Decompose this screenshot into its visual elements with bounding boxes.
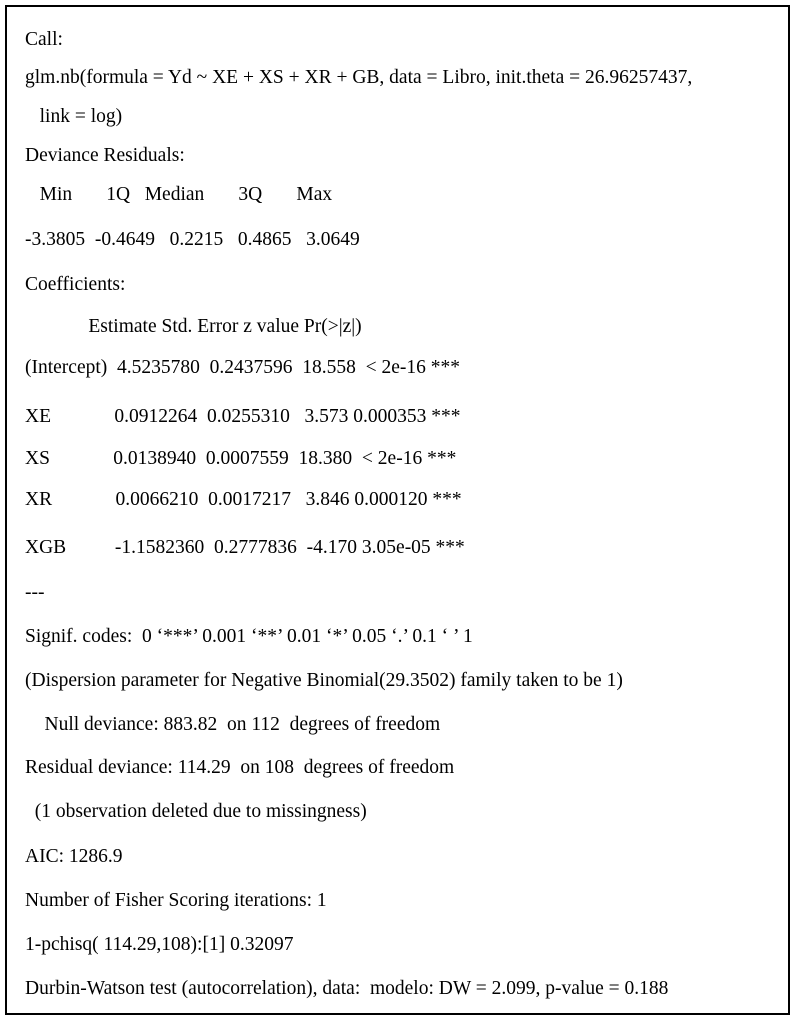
fisher-scoring-iterations: Number of Fisher Scoring iterations: 1: [25, 890, 327, 911]
call-formula: glm.nb(formula = Yd ~ XE + XS + XR + GB, data = Libro, init.theta = 26.96257437,: [25, 67, 693, 88]
dispersion-parameter: (Dispersion parameter for Negative Binomial(29.3502) family taken to be 1): [25, 670, 623, 691]
deviance-residuals-values: -3.3805 -0.4649 0.2215 0.4865 3.0649: [25, 229, 360, 250]
coefficient-row-intercept: (Intercept) 4.5235780 0.2437596 18.558 < 2e-16 ***: [25, 357, 461, 378]
missingness-note: (1 observation deleted due to missingness): [25, 801, 367, 822]
coefficient-row-xr: XR 0.0066210 0.0017217 3.846 0.000120 ***: [25, 489, 462, 510]
deviance-residuals-title: Deviance Residuals:: [25, 145, 185, 166]
aic-value: AIC: 1286.9: [25, 846, 123, 867]
coefficient-row-xgb: XGB -1.1582360 0.2777836 -4.170 3.05e-05 ***: [25, 537, 465, 558]
separator-line: ---: [25, 582, 45, 603]
coefficients-header: Estimate Std. Error z value Pr(>|z|): [25, 316, 362, 337]
pchisq-result: 1-pchisq( 114.29,108):[1] 0.32097: [25, 934, 294, 955]
null-deviance: Null deviance: 883.82 on 112 degrees of freedom: [25, 714, 441, 735]
regression-output-panel: [5, 5, 790, 1015]
residual-deviance: Residual deviance: 114.29 on 108 degrees of freedom: [25, 757, 455, 778]
coefficient-row-xs: XS 0.0138940 0.0007559 18.380 < 2e-16 ***: [25, 448, 457, 469]
deviance-residuals-header: Min 1Q Median 3Q Max: [25, 184, 333, 205]
call-link: link = log): [25, 106, 123, 127]
coefficients-title: Coefficients:: [25, 274, 126, 295]
coefficient-row-xe: XE 0.0912264 0.0255310 3.573 0.000353 ***: [25, 406, 461, 427]
signif-codes: Signif. codes: 0 ‘***’ 0.001 ‘**’ 0.01 ‘*’ 0.05 ‘.’ 0.1 ‘ ’ 1: [25, 626, 473, 647]
call-label: Call:: [25, 29, 63, 50]
durbin-watson-test: Durbin-Watson test (autocorrelation), data: modelo: DW = 2.099, p-value = 0.188: [25, 978, 669, 999]
